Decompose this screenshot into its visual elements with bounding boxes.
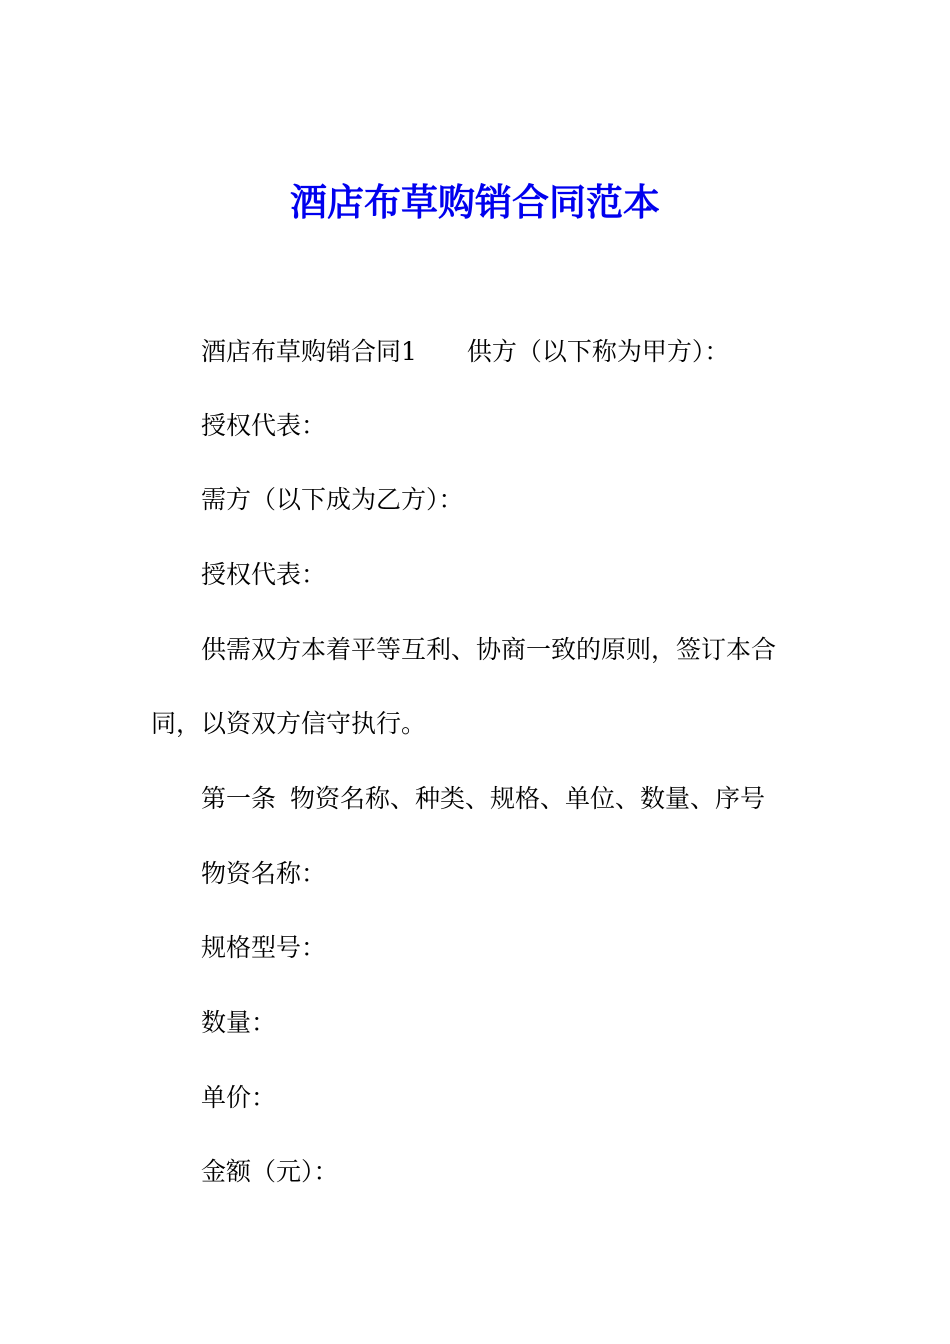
contract-label: 酒店布草购销合同1 bbox=[201, 337, 417, 366]
article-1-heading bbox=[201, 781, 765, 817]
spec-field: 规格型号： bbox=[201, 933, 327, 962]
contract-heading-line bbox=[201, 334, 729, 370]
article-1-number: 第一条 bbox=[201, 784, 277, 813]
buyer-label: 需方（以下成为乙方）： bbox=[201, 485, 464, 514]
buyer-auth-rep: 授权代表： bbox=[201, 560, 327, 589]
unit-price-field: 单价： bbox=[201, 1083, 277, 1112]
principle-paragraph: 供需双方本着平等互利、协商一致的原则，签订本合 bbox=[201, 635, 777, 664]
amount-field: 金额（元）： bbox=[201, 1157, 339, 1186]
document-title: 酒店布草购销合同范本 bbox=[290, 180, 660, 224]
item-name-field: 物资名称： bbox=[201, 859, 327, 888]
supplier-label: 供方（以下称为甲方）： bbox=[466, 337, 730, 366]
quantity-field: 数量： bbox=[201, 1008, 277, 1037]
principle-paragraph-continued: 同，以资双方信守执行。 bbox=[151, 709, 427, 738]
article-1-title: 物资名称、种类、规格、单位、数量、序号 bbox=[290, 784, 766, 813]
supplier-auth-rep: 授权代表： bbox=[201, 411, 327, 440]
